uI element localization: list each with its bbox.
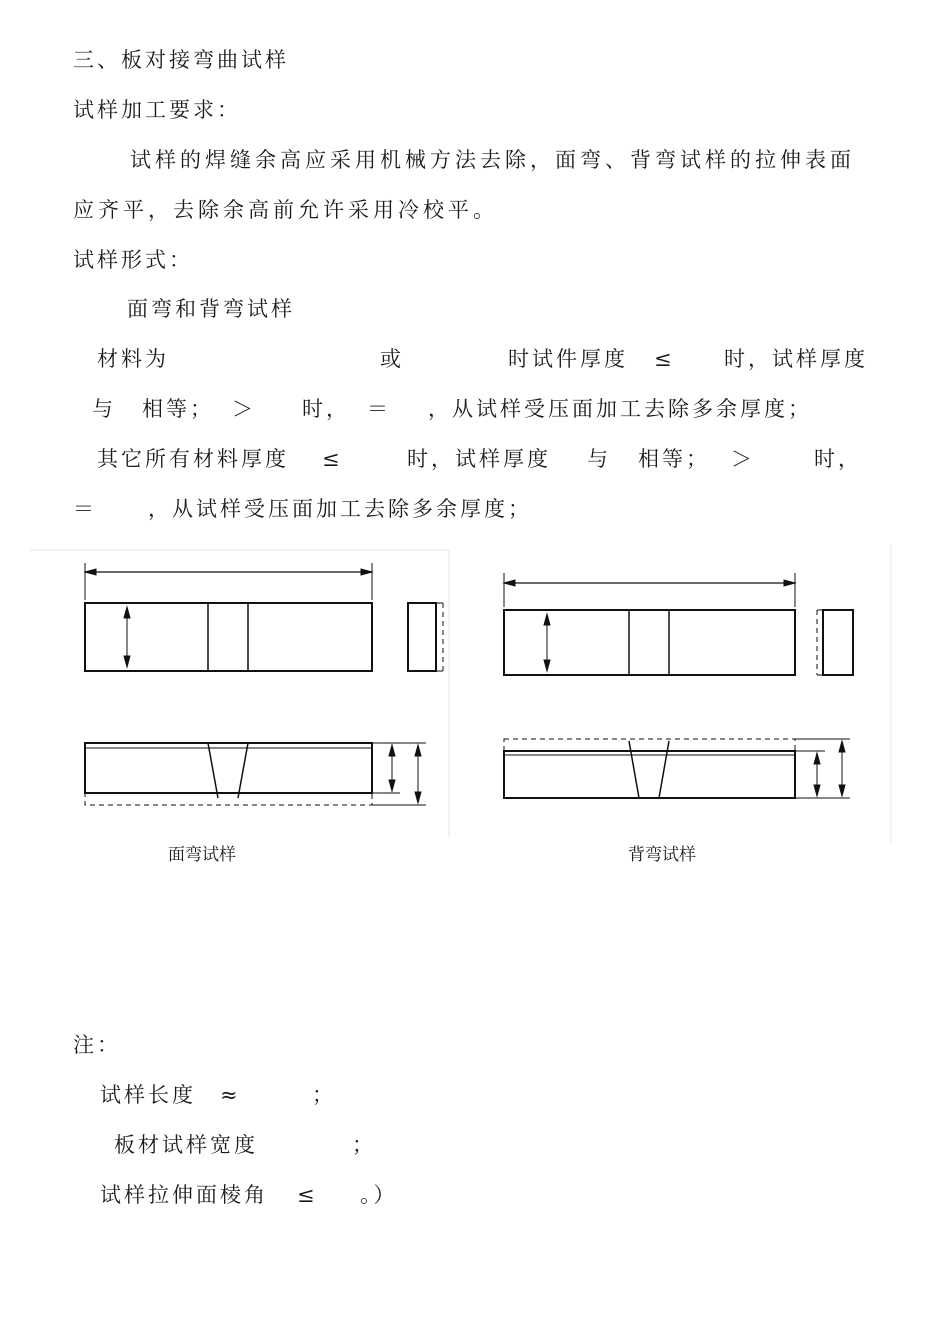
face-top-view	[85, 603, 372, 671]
rule1-le: ≤	[654, 347, 675, 371]
rule1-remove: ，从试样受压面加工去除多余厚度；	[428, 397, 812, 421]
rule2-with: 与	[587, 447, 611, 471]
processing-line-2: 应齐平，去除余高前允许采用冷校平。	[73, 198, 498, 222]
note-length: 试样长度	[100, 1083, 196, 1107]
face-bend-drawing	[30, 545, 450, 840]
rule1-result: 时，试样厚度	[724, 347, 868, 371]
rule2-eq: ＝	[73, 497, 97, 521]
face-end-view	[408, 603, 443, 671]
back-bend-caption: 背弯试样	[628, 845, 696, 865]
form-label: 试样形式：	[73, 248, 193, 272]
notes-label: 注：	[73, 1033, 121, 1057]
rule1-when: 时，	[302, 397, 350, 421]
back-side-view	[504, 739, 850, 798]
rule1-or: 或	[380, 347, 404, 371]
note-width: 板材试样宽度	[114, 1133, 258, 1157]
rule2-remove: ，从试样受压面加工去除多余厚度；	[148, 497, 532, 521]
back-end-view	[817, 610, 853, 675]
face-side-view	[85, 743, 426, 805]
face-length-dimension	[85, 563, 372, 600]
rule1-gt: ＞	[232, 397, 256, 421]
rule2-material: 其它所有材料厚度	[97, 447, 289, 471]
processing-line-1: 试样的焊缝余高应采用机械方法去除，面弯、背弯试样的拉伸表面	[130, 148, 855, 172]
back-top-view	[504, 610, 795, 675]
rule1-eq: ＝	[367, 397, 391, 421]
note-corner: 试样拉伸面棱角	[100, 1183, 268, 1207]
rule1-material: 材料为	[97, 347, 169, 371]
rule1-equal: 相等；	[142, 397, 214, 421]
section-heading: 三、板对接弯曲试样	[73, 48, 289, 72]
note-corner-end: 。）	[360, 1183, 398, 1207]
face-bend-caption: 面弯试样	[168, 845, 236, 865]
rule2-le: ≤	[322, 447, 343, 471]
note-length-semicolon: ；	[312, 1083, 336, 1107]
rule2-gt: ＞	[731, 447, 755, 471]
processing-label: 试样加工要求：	[73, 98, 241, 122]
note-width-semicolon: ；	[352, 1133, 376, 1157]
form-subtitle: 面弯和背弯试样	[127, 297, 295, 321]
rule2-result: 时，试样厚度	[407, 447, 551, 471]
rule1-with: 与	[92, 397, 116, 421]
note-corner-le: ≤	[297, 1183, 318, 1207]
note-length-approx: ≈	[220, 1083, 241, 1107]
rule2-when: 时，	[814, 447, 862, 471]
rule2-equal: 相等；	[638, 447, 710, 471]
rule1-condition: 时试件厚度	[508, 347, 628, 371]
back-length-dimension	[504, 573, 795, 607]
back-bend-drawing	[470, 545, 895, 845]
